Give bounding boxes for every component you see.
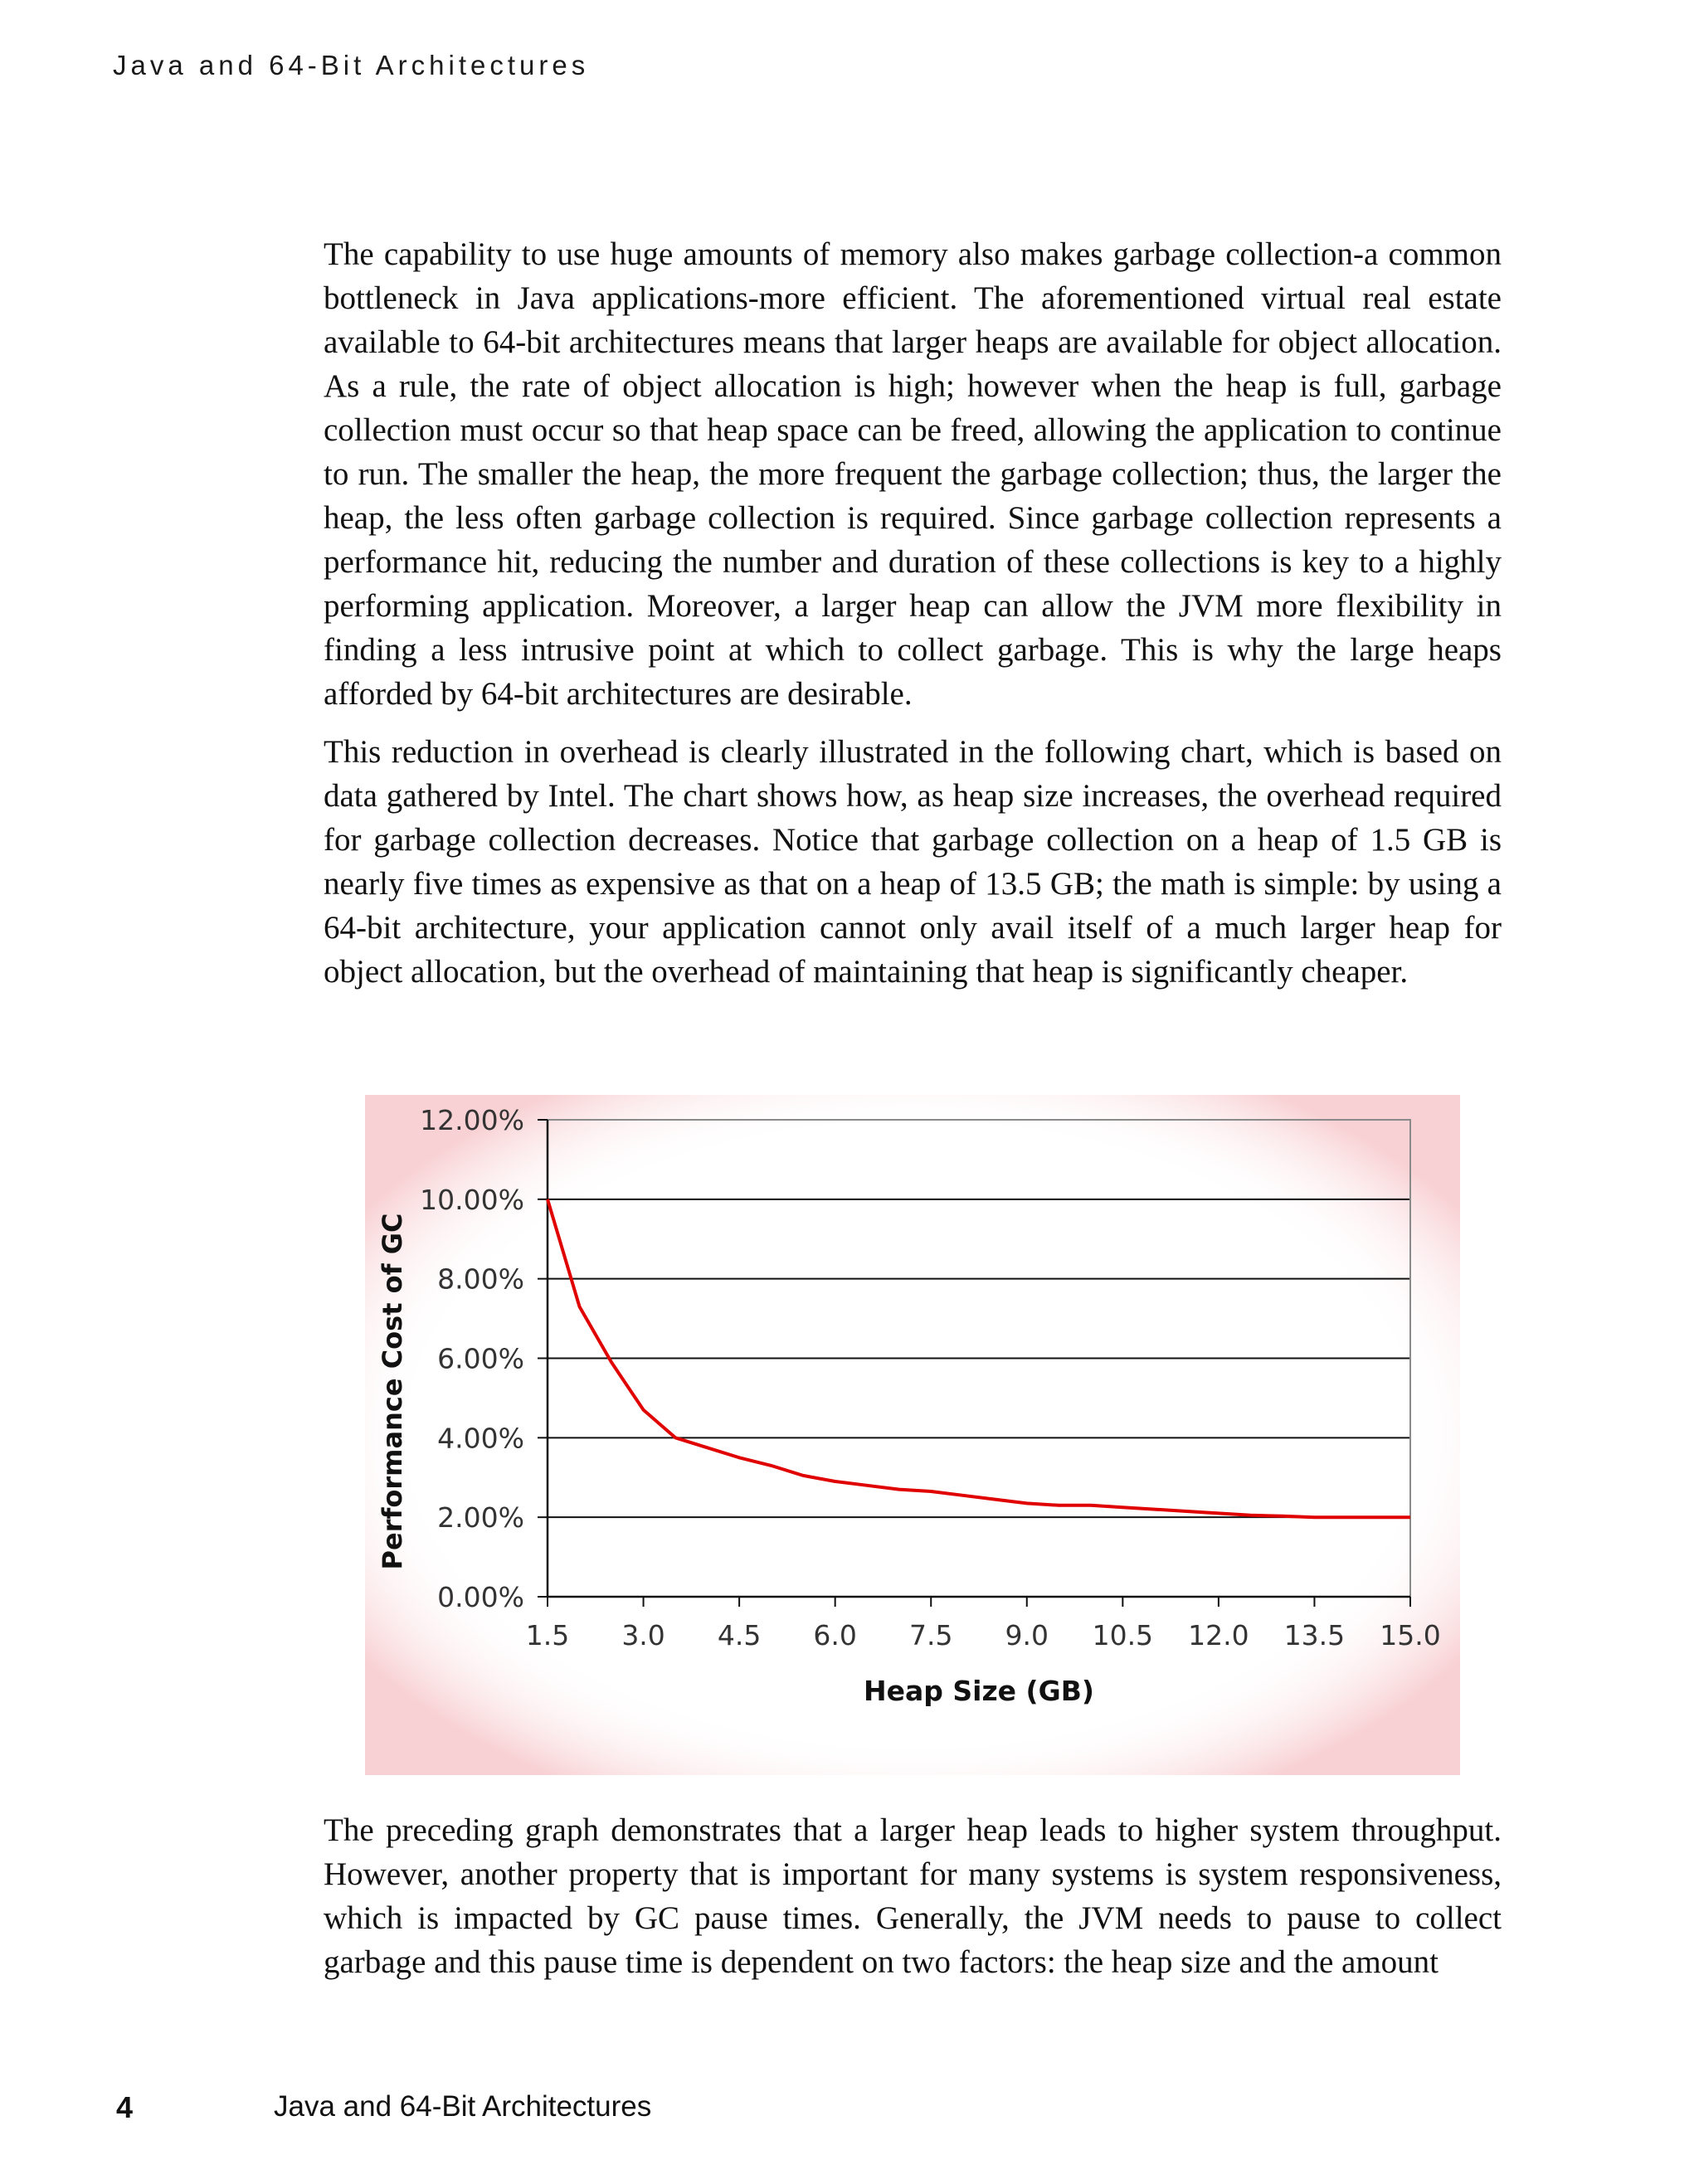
x-axis-label: Heap Size (GB)	[864, 1675, 1094, 1707]
y-tick-label: 6.00%	[437, 1342, 524, 1375]
footer-title: Java and 64-Bit Architectures	[274, 2090, 652, 2123]
y-tick-label: 0.00%	[437, 1581, 524, 1613]
body-paragraph-3: The preceding graph demonstrates that a larger heap leads to higher system throughput. However, another property that is important for many systems is system responsiveness, which is impacted by GC pause times. Generally, the JVM needs to pause to collect garbage and this pause time is dependent on two factors: the heap size and the amount	[324, 1812, 1502, 1980]
page-number: 4	[116, 2090, 134, 2124]
x-tick-label: 12.0	[1188, 1619, 1249, 1651]
x-tick-label: 1.5	[525, 1619, 570, 1651]
x-tick-label: 10.5	[1092, 1619, 1154, 1651]
chart-svg	[365, 1095, 1460, 1775]
x-tick-label: 7.5	[908, 1619, 953, 1651]
x-tick-label: 9.0	[1005, 1619, 1049, 1651]
x-tick-label: 6.0	[813, 1619, 857, 1651]
body-paragraph-1: The capability to use huge amounts of memory also makes garbage collection-a common bottleneck in Java applications-more efficient. The aforementioned virtual real estate available to 64-bit architectures means that larger heaps are available for object allocation. As a rule, the rate of object allocation is high; however when the heap is full, garbage collection must occur so that heap space can be freed, allowing the application to continue to run. The smaller the heap, the more frequent the garbage collection; thus, the larger the heap, the less often garbage collection is required. Since garbage collection represents a performance hit, reducing the number and duration of these collections is key to a highly performing application. Moreover, a larger heap can allow the JVM more flexibility in finding a less intrusive point at which to collect garbage. This is why the large heaps afforded by 64-bit architectures are desirable.	[324, 236, 1502, 712]
y-tick-label: 4.00%	[437, 1422, 524, 1455]
y-tick-label: 8.00%	[437, 1262, 524, 1296]
y-tick-label: 2.00%	[437, 1501, 524, 1535]
gc-cost-chart	[365, 1095, 1460, 1775]
y-tick-label: 12.00%	[420, 1104, 524, 1136]
running-head: Java and 64-Bit Architectures	[113, 50, 590, 80]
x-tick-label: 15.0	[1380, 1619, 1441, 1651]
y-tick-label: 10.00%	[420, 1183, 524, 1216]
x-tick-label: 3.0	[621, 1619, 665, 1651]
chart-glow-background	[365, 1095, 1460, 1775]
x-tick-label: 4.5	[717, 1619, 762, 1651]
x-tick-label: 13.5	[1283, 1619, 1346, 1651]
body-paragraph-2: This reduction in overhead is clearly illustrated in the following chart, which is based on data gathered by Intel. The chart shows how, as heap size increases, the overhead required for garbage collection decreases. Notice that garbage collection on a heap of 1.5 GB is nearly five times as expensive as that on a heap of 13.5 GB; the math is simple: by using a 64-bit architecture, your application cannot only avail itself of a much larger heap for object allocation, but the overhead of maintaining that heap is significantly cheaper.	[324, 734, 1502, 990]
y-axis-label: Performance Cost of GC	[377, 1213, 408, 1570]
